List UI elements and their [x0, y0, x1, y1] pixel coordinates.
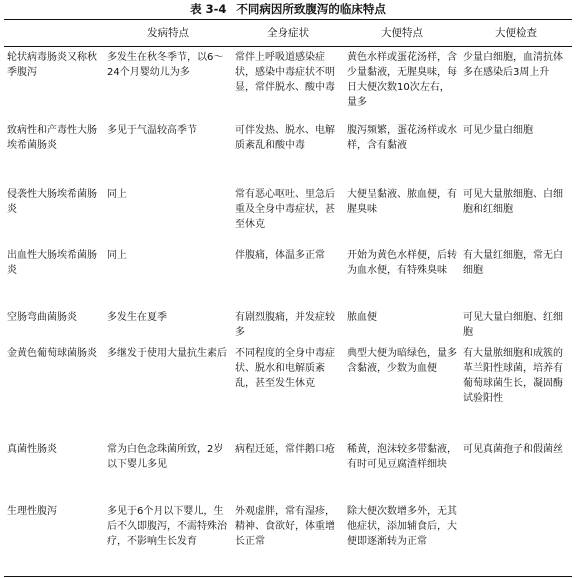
stool-cell: 开始为黄色水样便，后转为血水便，有特殊臭味	[347, 249, 457, 276]
onset-cell: 多见于气温较高季节	[107, 124, 197, 136]
header-disease	[4, 20, 104, 47]
onset-cell: 多发生在夏季	[107, 311, 167, 323]
onset-cell: 多见于6个月以下婴儿，生后不久即腹泻，不需特殊治疗，不影响生长发育	[104, 501, 232, 577]
systemic-cell: 病程迁延，常伴鹅口疮	[235, 443, 335, 455]
exam-cell: 可见少量白细胞	[463, 124, 533, 136]
table-row	[4, 47, 572, 120]
systemic-cell: 外观虚胖，常有湿疹，精神、食欲好，体重增长正常	[232, 501, 344, 577]
stool-cell: 脓血便	[347, 311, 377, 323]
systemic-cell: 常有恶心呕吐、里急后重及全身中毒症状，甚至休克	[235, 188, 335, 230]
systemic-cell: 伴腹痛，体温多正常	[235, 249, 325, 261]
stool-cell: 除大便次数增多外，无其他症状，添加辅食后，大便即逐渐转为正常	[344, 501, 460, 577]
onset-cell: 多发生在秋冬季节，以6～24个月婴幼儿为多	[107, 52, 224, 78]
header-exam: 大便检查	[460, 20, 572, 47]
stool-cell: 典型大便为暗绿色，量多含黏液，少数为血便	[347, 347, 457, 374]
table-caption	[0, 0, 576, 18]
stool-cell: 腹泻频繁，蛋花汤样或水样，含有黏液	[347, 124, 457, 151]
disease-name: 真菌性肠炎	[7, 443, 57, 455]
systemic-cell: 可伴发热、脱水、电解质紊乱和酸中毒	[235, 124, 335, 151]
exam-cell	[460, 501, 572, 577]
exam-cell: 有大量脓细胞和成簇的革兰阳性球菌，培养有葡萄球菌生长，凝固酶试验阳性	[463, 347, 563, 404]
table-number: 表 3-4	[190, 2, 227, 16]
header-stool: 大便特点	[344, 20, 460, 47]
header-onset: 发病特点	[104, 20, 232, 47]
stool-cell: 稀黄，泡沫较多带黏液，有时可见豆腐渣样细块	[347, 443, 457, 470]
onset-cell: 同上	[107, 188, 127, 200]
systemic-cell: 常伴上呼吸道感染症状，感染中毒症状不明显，常伴脱水、酸中毒	[235, 52, 335, 93]
exam-cell: 可见真菌孢子和假菌丝	[463, 443, 563, 455]
onset-cell: 同上	[107, 249, 127, 261]
disease-name: 致病性和产毒性大肠埃希菌肠炎	[7, 124, 97, 151]
table-row	[4, 307, 572, 343]
table-title: 不同病因所致腹泻的临床特点	[236, 2, 386, 16]
table-row	[4, 184, 572, 245]
stool-cell: 大便呈黏液、脓血便，有腥臭味	[347, 188, 457, 215]
disease-name: 生理性腹泻	[4, 501, 104, 577]
table-row	[4, 501, 572, 577]
exam-cell: 可见大量白细胞、红细胞	[463, 311, 563, 338]
systemic-cell: 有剧烈腹痛，并发症较多	[235, 311, 335, 338]
exam-cell: 可见大量脓细胞、白细胞和红细胞	[463, 188, 563, 215]
table-row	[4, 245, 572, 307]
header-systemic: 全身症状	[232, 20, 344, 47]
disease-name: 空肠弯曲菌肠炎	[7, 311, 77, 323]
onset-cell: 多继发于使用大量抗生素后	[107, 347, 227, 359]
disease-name: 侵袭性大肠埃希菌肠炎	[7, 188, 97, 215]
systemic-cell: 不同程度的全身中毒症状、脱水和电解质紊乱，甚至发生休克	[235, 347, 335, 389]
header-row	[4, 20, 572, 47]
stool-cell: 黄色水样或蛋花汤样，含少量黏液，无腥臭味，每日大便次数10次左右，量多	[347, 52, 457, 108]
disease-name: 金黄色葡萄球菌肠炎	[7, 347, 97, 359]
exam-cell: 少量白细胞，血清抗体多在感染后3周上升	[463, 52, 563, 78]
onset-cell: 常为白色念珠菌所致，2岁以下婴儿多见	[107, 443, 224, 470]
table-row	[4, 439, 572, 501]
exam-cell: 有大量红细胞，常无白细胞	[463, 249, 563, 276]
disease-name: 轮状病毒肠炎又称秋季腹泻	[7, 52, 97, 78]
clinical-features-table	[4, 19, 572, 577]
disease-name: 出血性大肠埃希菌肠炎	[7, 249, 97, 276]
table-row	[4, 343, 572, 439]
table-row	[4, 120, 572, 184]
